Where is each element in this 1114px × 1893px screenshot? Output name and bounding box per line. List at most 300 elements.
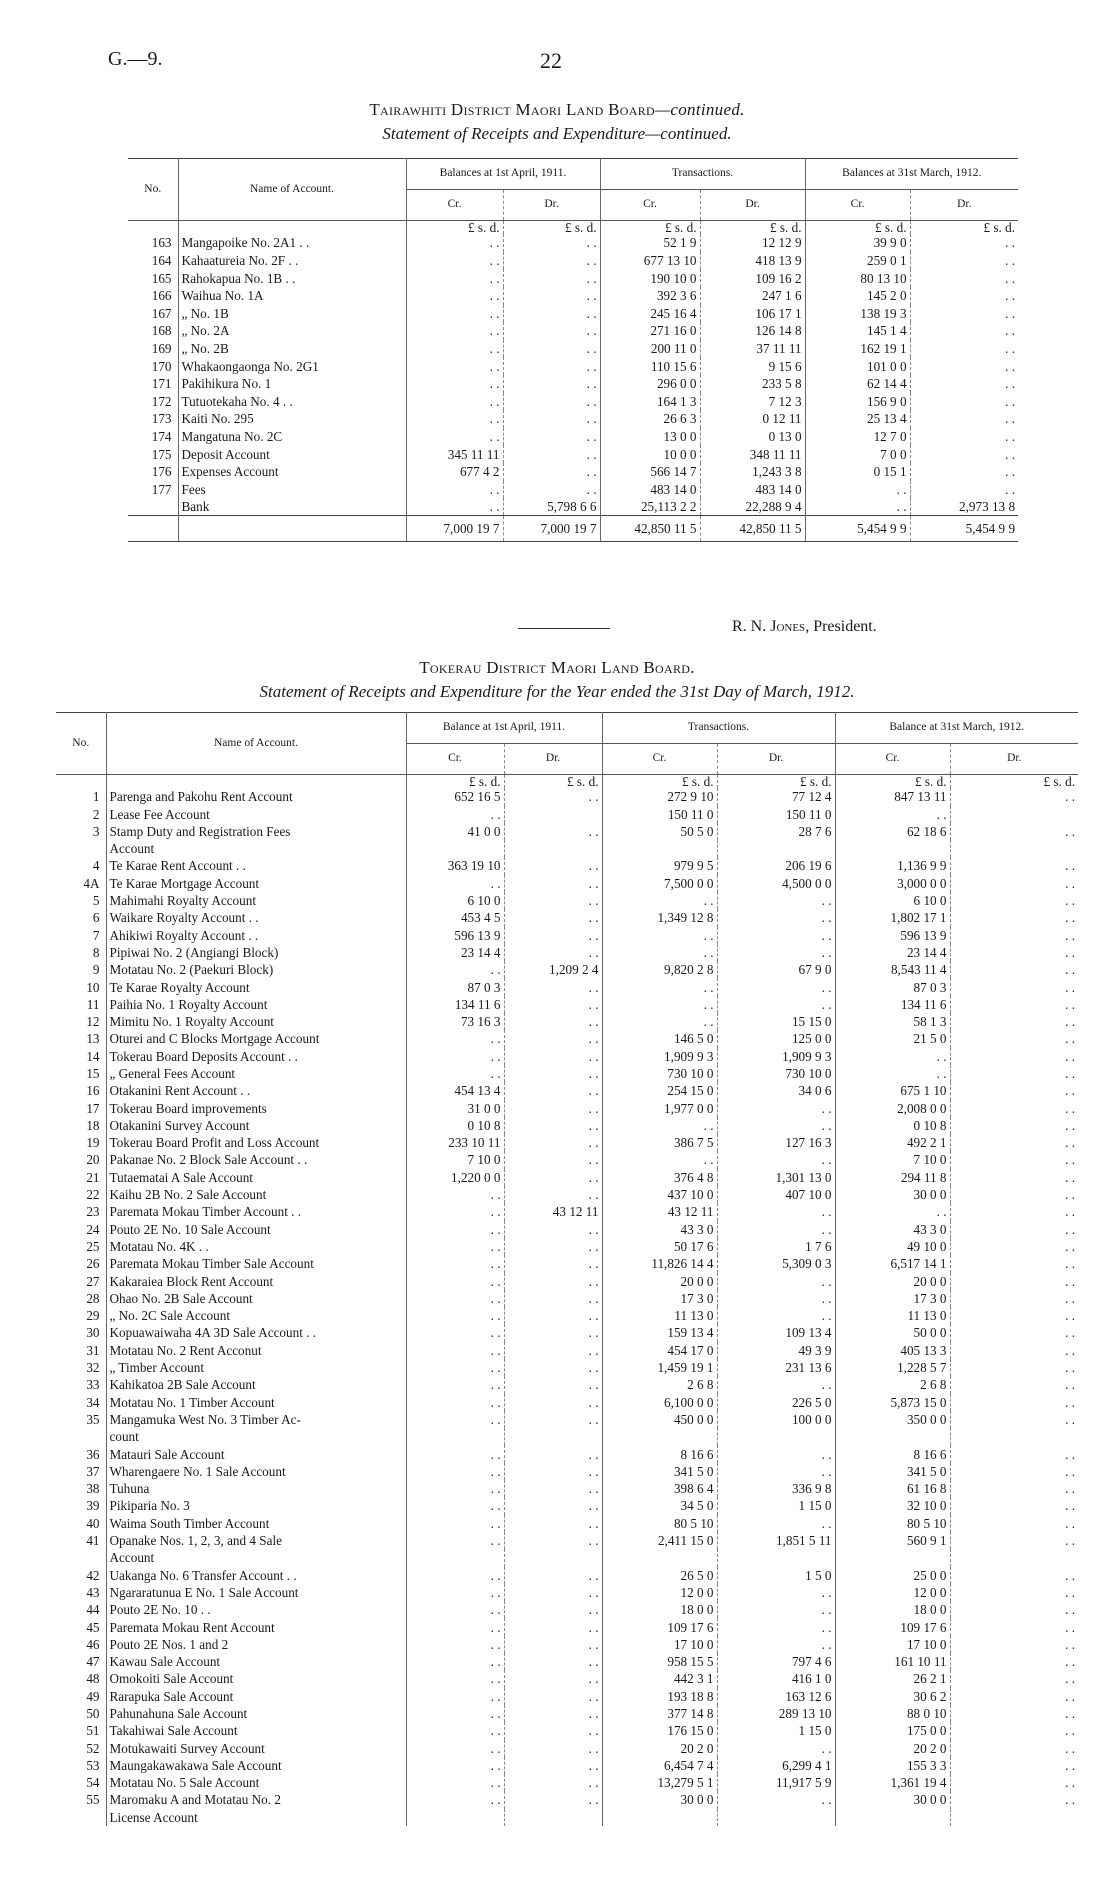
opening-dr: . . (503, 357, 600, 375)
closing-dr: . . (1065, 1394, 1076, 1410)
account-name: Paremata Mokau Timber Account . . (106, 1203, 406, 1220)
closing-cr: 17 10 0 (835, 1636, 950, 1653)
opening-dr: . . (503, 269, 600, 287)
transaction-cr: 164 1 3 (600, 393, 700, 411)
transaction-dr: . . (717, 1515, 835, 1532)
signature (732, 618, 877, 636)
opening-dr: . . (503, 252, 600, 270)
transaction-dr (717, 1428, 835, 1445)
row-number: 38 (56, 1480, 106, 1497)
row-number: 31 (56, 1342, 106, 1359)
opening-cr: . . (406, 1705, 504, 1722)
opening-dr: . . (504, 1722, 602, 1739)
table-row (56, 1757, 1078, 1774)
transaction-dr: 12 12 9 (700, 234, 805, 252)
table-row (128, 269, 1018, 287)
opening-dr: . . (504, 978, 602, 995)
row-number: 168 (128, 322, 178, 340)
table-row (56, 1463, 1078, 1480)
table-row (56, 1238, 1078, 1255)
col-header-dr: Dr. (700, 190, 805, 221)
table-row (128, 445, 1018, 463)
closing-cr: 341 5 0 (835, 1463, 950, 1480)
closing-dr: . . (1065, 875, 1076, 891)
account-name: Tokerau Board improvements (106, 1100, 406, 1117)
table-row (56, 961, 1078, 978)
board1-subtitle: Statement of Receipts and Expenditure—continued. (382, 124, 732, 143)
opening-cr: . . (406, 481, 503, 499)
opening-cr: 6 10 0 (406, 892, 504, 909)
closing-dr: . . (1065, 1290, 1076, 1306)
opening-cr: . . (406, 875, 504, 892)
closing-dr: . . (1065, 1636, 1076, 1652)
table-row (56, 1255, 1078, 1272)
opening-dr: . . (503, 322, 600, 340)
units-label: £ s. d. (504, 775, 602, 789)
transaction-dr: 4,500 0 0 (717, 875, 835, 892)
closing-cr: 25 13 4 (805, 410, 910, 428)
table-row (56, 1394, 1078, 1411)
transaction-cr: 254 15 0 (602, 1082, 717, 1099)
closing-cr: 675 1 10 (835, 1082, 950, 1099)
row-number: 26 (56, 1255, 106, 1272)
row-number: 20 (56, 1151, 106, 1168)
closing-dr: . . (1065, 1308, 1076, 1324)
row-number: 167 (128, 305, 178, 323)
table-row (56, 996, 1078, 1013)
row-number: 45 (56, 1618, 106, 1635)
account-name: Rarapuka Sale Account (106, 1688, 406, 1705)
row-number: 51 (56, 1722, 106, 1739)
transaction-cr: 730 10 0 (602, 1065, 717, 1082)
opening-cr: . . (406, 269, 503, 287)
closing-dr: . . (1065, 1671, 1076, 1687)
opening-cr: . . (406, 1722, 504, 1739)
opening-dr: . . (503, 481, 600, 499)
account-name: Kopuawaiwaha 4A 3D Sale Account . . (106, 1324, 406, 1341)
account-name: Mahimahi Royalty Account (106, 892, 406, 909)
transaction-dr: 1 15 0 (717, 1722, 835, 1739)
transaction-dr: 0 12 11 (700, 410, 805, 428)
closing-dr: . . (1065, 1014, 1076, 1030)
closing-dr: . . (1065, 1325, 1076, 1341)
transaction-cr: . . (602, 978, 717, 995)
closing-cr: . . (805, 481, 910, 499)
col-header-no: No. (128, 159, 178, 221)
table-row (128, 322, 1018, 340)
transaction-dr: 289 13 10 (717, 1705, 835, 1722)
closing-cr: 0 15 1 (805, 463, 910, 481)
transaction-dr: . . (717, 996, 835, 1013)
signature-title: , President. (805, 618, 877, 635)
closing-cr: 21 5 0 (835, 1030, 950, 1047)
transaction-dr: . . (717, 1601, 835, 1618)
opening-cr: . . (406, 305, 503, 323)
row-number: 8 (56, 944, 106, 961)
col-header-transactions: Transactions. (602, 713, 835, 744)
row-number: 17 (56, 1100, 106, 1117)
opening-cr: . . (406, 1515, 504, 1532)
closing-cr: 7 0 0 (805, 445, 910, 463)
opening-cr: . . (406, 1740, 504, 1757)
row-number: 24 (56, 1221, 106, 1238)
opening-dr: . . (504, 1497, 602, 1514)
opening-cr: 345 11 11 (406, 445, 503, 463)
transaction-cr: 34 5 0 (602, 1497, 717, 1514)
transaction-cr: . . (602, 892, 717, 909)
account-name: Tutaematai A Sale Account (106, 1169, 406, 1186)
table-row (56, 892, 1078, 909)
opening-dr: . . (504, 1445, 602, 1462)
row-number: 16 (56, 1082, 106, 1099)
closing-dr: . . (1065, 1169, 1076, 1185)
closing-dr: 2,973 13 8 (958, 499, 1016, 515)
closing-cr: . . (805, 498, 910, 516)
opening-cr: 87 0 3 (406, 978, 504, 995)
board1-title-suffix: —continued. (654, 100, 745, 119)
closing-cr: 1,361 19 4 (835, 1774, 950, 1791)
closing-cr: 11 13 0 (835, 1307, 950, 1324)
transaction-dr: 127 16 3 (717, 1134, 835, 1151)
table-row (128, 357, 1018, 375)
page-number: 22 (540, 48, 562, 73)
board2-title: Tokerau District Maori Land Board. (419, 658, 695, 677)
board1-title (0, 100, 1114, 120)
table-row (56, 978, 1078, 995)
transaction-cr: 483 14 0 (600, 481, 700, 499)
transaction-dr: 1,909 9 3 (717, 1048, 835, 1065)
opening-dr: . . (504, 1117, 602, 1134)
table-row (56, 1342, 1078, 1359)
transaction-dr: . . (717, 1463, 835, 1480)
table-row (56, 1428, 1078, 1445)
account-name: Te Karae Mortgage Account (106, 875, 406, 892)
transaction-dr: 109 16 2 (700, 269, 805, 287)
closing-dr: . . (1065, 910, 1076, 926)
opening-dr: . . (504, 1134, 602, 1151)
closing-dr: . . (1065, 1602, 1076, 1618)
account-name: Opanake Nos. 1, 2, 3, and 4 Sale (106, 1532, 406, 1549)
transaction-cr: 8 16 6 (602, 1445, 717, 1462)
transaction-dr: 34 0 6 (717, 1082, 835, 1099)
account-name: Oturei and C Blocks Mortgage Account (106, 1030, 406, 1047)
transaction-cr (602, 1428, 717, 1445)
account-name: „ No. 1B (178, 305, 406, 323)
opening-dr: 43 12 11 (504, 1203, 602, 1220)
units-blank (106, 775, 406, 789)
table-row (128, 287, 1018, 305)
closing-cr: 39 9 0 (805, 234, 910, 252)
opening-dr: . . (503, 428, 600, 446)
transaction-cr: 25,113 2 2 (600, 498, 700, 516)
closing-dr: . . (1005, 428, 1016, 444)
closing-dr: . . (1065, 1688, 1076, 1704)
row-number: 49 (56, 1688, 106, 1705)
opening-cr: . . (406, 1757, 504, 1774)
opening-cr: 454 13 4 (406, 1082, 504, 1099)
opening-dr: . . (504, 1359, 602, 1376)
row-number: 3 (56, 823, 106, 840)
opening-cr: 1,220 0 0 (406, 1169, 504, 1186)
closing-cr: 155 3 3 (835, 1757, 950, 1774)
opening-cr: . . (406, 1307, 504, 1324)
transaction-dr: 407 10 0 (717, 1186, 835, 1203)
table-row (56, 1515, 1078, 1532)
transaction-dr: 6,299 4 1 (717, 1757, 835, 1774)
closing-cr: 62 18 6 (835, 823, 950, 840)
table-row (128, 305, 1018, 323)
table-row (56, 875, 1078, 892)
row-number: 175 (128, 445, 178, 463)
transaction-cr: 20 2 0 (602, 1740, 717, 1757)
account-name: Account (106, 840, 406, 857)
units-row (56, 775, 1078, 789)
row-number: 52 (56, 1740, 106, 1757)
account-name: Otakanini Survey Account (106, 1117, 406, 1134)
opening-dr: . . (503, 287, 600, 305)
closing-dr: . . (1065, 1204, 1076, 1220)
row-number: 2 (56, 806, 106, 823)
transaction-dr: 109 13 4 (717, 1324, 835, 1341)
closing-dr: . . (1065, 1775, 1076, 1791)
opening-dr: . . (504, 1618, 602, 1635)
opening-cr: . . (406, 1255, 504, 1272)
transaction-cr: 146 5 0 (602, 1030, 717, 1047)
opening-dr: . . (504, 1290, 602, 1307)
closing-dr (950, 1809, 1078, 1826)
row-number (56, 1809, 106, 1826)
closing-cr: 17 3 0 (835, 1290, 950, 1307)
closing-cr: 8 16 6 (835, 1445, 950, 1462)
closing-cr: 50 0 0 (835, 1324, 950, 1341)
transaction-cr: 80 5 10 (602, 1515, 717, 1532)
account-name: Omokoiti Sale Account (106, 1670, 406, 1687)
closing-dr: . . (1005, 358, 1016, 374)
transaction-cr: 1,977 0 0 (602, 1100, 717, 1117)
transaction-dr: 247 1 6 (700, 287, 805, 305)
row-number: 28 (56, 1290, 106, 1307)
account-name: Mimitu No. 1 Royalty Account (106, 1013, 406, 1030)
account-name: Motukawaiti Survey Account (106, 1740, 406, 1757)
units-label: £ s. d. (983, 220, 1016, 235)
transaction-cr: 26 6 3 (600, 410, 700, 428)
account-name: Expenses Account (178, 463, 406, 481)
transaction-dr: 7 12 3 (700, 393, 805, 411)
table-row (56, 1030, 1078, 1047)
opening-dr: . . (503, 393, 600, 411)
table-row (56, 1688, 1078, 1705)
row-number: 23 (56, 1203, 106, 1220)
closing-dr: . . (1005, 305, 1016, 321)
table-row (128, 428, 1018, 446)
transaction-cr: 109 17 6 (602, 1618, 717, 1635)
transaction-dr: 348 11 11 (700, 445, 805, 463)
transaction-cr: 566 14 7 (600, 463, 700, 481)
table-row (56, 1117, 1078, 1134)
transaction-dr: 5,309 0 3 (717, 1255, 835, 1272)
closing-dr: . . (1005, 411, 1016, 427)
transaction-cr: 677 13 10 (600, 252, 700, 270)
transaction-cr: 1,909 9 3 (602, 1048, 717, 1065)
opening-dr: . . (504, 1100, 602, 1117)
row-number: 30 (56, 1324, 106, 1341)
closing-cr: 12 0 0 (835, 1584, 950, 1601)
closing-cr: 1,228 5 7 (835, 1359, 950, 1376)
row-number: 48 (56, 1670, 106, 1687)
units-label: £ s. d. (503, 221, 600, 235)
table-row (56, 823, 1078, 840)
transaction-dr: . . (717, 1740, 835, 1757)
opening-dr: . . (504, 1636, 602, 1653)
closing-cr: 61 16 8 (835, 1480, 950, 1497)
opening-dr: . . (504, 1411, 602, 1428)
closing-dr: . . (1005, 270, 1016, 286)
row-number: 1 (56, 788, 106, 805)
account-name: „ General Fees Account (106, 1065, 406, 1082)
page-reference: G.—9. (108, 48, 163, 70)
transaction-dr: 1 7 6 (717, 1238, 835, 1255)
account-name: Waihua No. 1A (178, 287, 406, 305)
transaction-cr: 454 17 0 (602, 1342, 717, 1359)
col-header-closing-balance: Balances at 31st March, 1912. (805, 159, 1018, 190)
transaction-cr: 159 13 4 (602, 1324, 717, 1341)
closing-dr: . . (1065, 1066, 1076, 1081)
closing-cr: 5,873 15 0 (835, 1394, 950, 1411)
transaction-dr: 106 17 1 (700, 305, 805, 323)
account-name: Kakaraiea Block Rent Account (106, 1273, 406, 1290)
closing-dr (950, 1428, 1078, 1445)
account-name: Motatau No. 2 (Paekuri Block) (106, 961, 406, 978)
opening-dr: . . (504, 1480, 602, 1497)
table-row (56, 1740, 1078, 1757)
closing-dr: . . (1005, 340, 1016, 356)
closing-dr: . . (1065, 1083, 1076, 1099)
row-number: 176 (128, 463, 178, 481)
transaction-dr: . . (717, 1376, 835, 1393)
opening-dr: . . (504, 1065, 602, 1082)
transaction-dr: . . (717, 1203, 835, 1220)
opening-cr: . . (406, 1203, 504, 1220)
closing-cr: 138 19 3 (805, 305, 910, 323)
account-name: Stamp Duty and Registration Fees (106, 823, 406, 840)
transaction-cr: 43 12 11 (602, 1203, 717, 1220)
transaction-cr: 442 3 1 (602, 1670, 717, 1687)
table-row (56, 1169, 1078, 1186)
transaction-dr: . . (717, 1273, 835, 1290)
closing-dr: . . (1065, 823, 1076, 839)
transaction-cr: 190 10 0 (600, 269, 700, 287)
closing-dr: . . (1065, 1584, 1076, 1600)
opening-cr: . . (406, 393, 503, 411)
opening-cr: . . (406, 1048, 504, 1065)
closing-cr: . . (835, 806, 950, 823)
closing-cr: 2,008 0 0 (835, 1100, 950, 1117)
board2-ledger-table (56, 712, 1078, 1826)
closing-cr: 3,000 0 0 (835, 875, 950, 892)
opening-cr: . . (406, 1290, 504, 1307)
closing-cr: 259 0 1 (805, 252, 910, 270)
table-row (56, 1013, 1078, 1030)
opening-dr: . . (504, 823, 602, 840)
opening-dr: . . (504, 1255, 602, 1272)
opening-cr: . . (406, 1584, 504, 1601)
opening-cr (406, 1428, 504, 1445)
opening-dr: . . (504, 1740, 602, 1757)
account-name: Mangapoike No. 2A1 . . (178, 234, 406, 252)
opening-cr: . . (406, 357, 503, 375)
row-number: 35 (56, 1411, 106, 1428)
transaction-dr: 336 9 8 (717, 1480, 835, 1497)
closing-dr: . . (1005, 323, 1016, 339)
opening-cr (406, 1809, 504, 1826)
account-name: Te Karae Rent Account . . (106, 857, 406, 874)
total-transaction-dr: 42,850 11 5 (700, 516, 805, 542)
closing-cr: 560 9 1 (835, 1532, 950, 1549)
total-closing-dr: 5,454 9 9 (910, 516, 1018, 542)
total-opening-cr: 7,000 19 7 (406, 516, 503, 542)
table-row (56, 1290, 1078, 1307)
col-header-name: Name of Account. (178, 159, 406, 221)
transaction-cr: 958 15 5 (602, 1653, 717, 1670)
table-row (56, 1359, 1078, 1376)
opening-dr: 5,798 6 6 (503, 498, 600, 516)
opening-cr: . . (406, 1238, 504, 1255)
opening-dr: . . (504, 875, 602, 892)
opening-cr: 23 14 4 (406, 944, 504, 961)
opening-cr: . . (406, 1359, 504, 1376)
account-name: Maromaku A and Motatau No. 2 (106, 1791, 406, 1808)
account-name: Ngararatunua E No. 1 Sale Account (106, 1584, 406, 1601)
opening-dr: . . (504, 1774, 602, 1791)
transaction-cr: 17 10 0 (602, 1636, 717, 1653)
row-number: 55 (56, 1791, 106, 1808)
account-name: Paremata Mokau Rent Account (106, 1618, 406, 1635)
closing-dr: . . (1065, 1792, 1076, 1808)
transaction-cr: 13,279 5 1 (602, 1774, 717, 1791)
closing-dr: . . (1065, 1377, 1076, 1393)
opening-dr: . . (504, 1324, 602, 1341)
transaction-cr: 2,411 15 0 (602, 1532, 717, 1549)
account-name: Tuhuna (106, 1480, 406, 1497)
closing-dr: . . (1065, 1463, 1076, 1479)
col-header-cr: Cr. (835, 744, 950, 775)
row-number: 44 (56, 1601, 106, 1618)
closing-dr: . . (1065, 1481, 1076, 1497)
closing-dr: . . (1065, 1515, 1076, 1531)
table-row (56, 1324, 1078, 1341)
units-label: £ s. d. (602, 775, 717, 789)
table-row (56, 1411, 1078, 1428)
closing-dr: . . (1005, 376, 1016, 392)
opening-cr: . . (406, 1065, 504, 1082)
closing-cr: 20 2 0 (835, 1740, 950, 1757)
account-name: Paremata Mokau Timber Sale Account (106, 1255, 406, 1272)
opening-dr: . . (504, 1082, 602, 1099)
closing-cr: 350 0 0 (835, 1411, 950, 1428)
row-number: 165 (128, 269, 178, 287)
table-row (56, 1100, 1078, 1117)
transaction-cr: 450 0 0 (602, 1411, 717, 1428)
table-row (56, 909, 1078, 926)
closing-dr: . . (1065, 1221, 1076, 1237)
row-number: 171 (128, 375, 178, 393)
transaction-dr: . . (717, 1791, 835, 1808)
units-label: £ s. d. (835, 775, 950, 789)
transaction-cr: 6,100 0 0 (602, 1394, 717, 1411)
transaction-dr: 100 0 0 (717, 1411, 835, 1428)
opening-dr: . . (504, 1238, 602, 1255)
signature-rule (518, 628, 610, 629)
